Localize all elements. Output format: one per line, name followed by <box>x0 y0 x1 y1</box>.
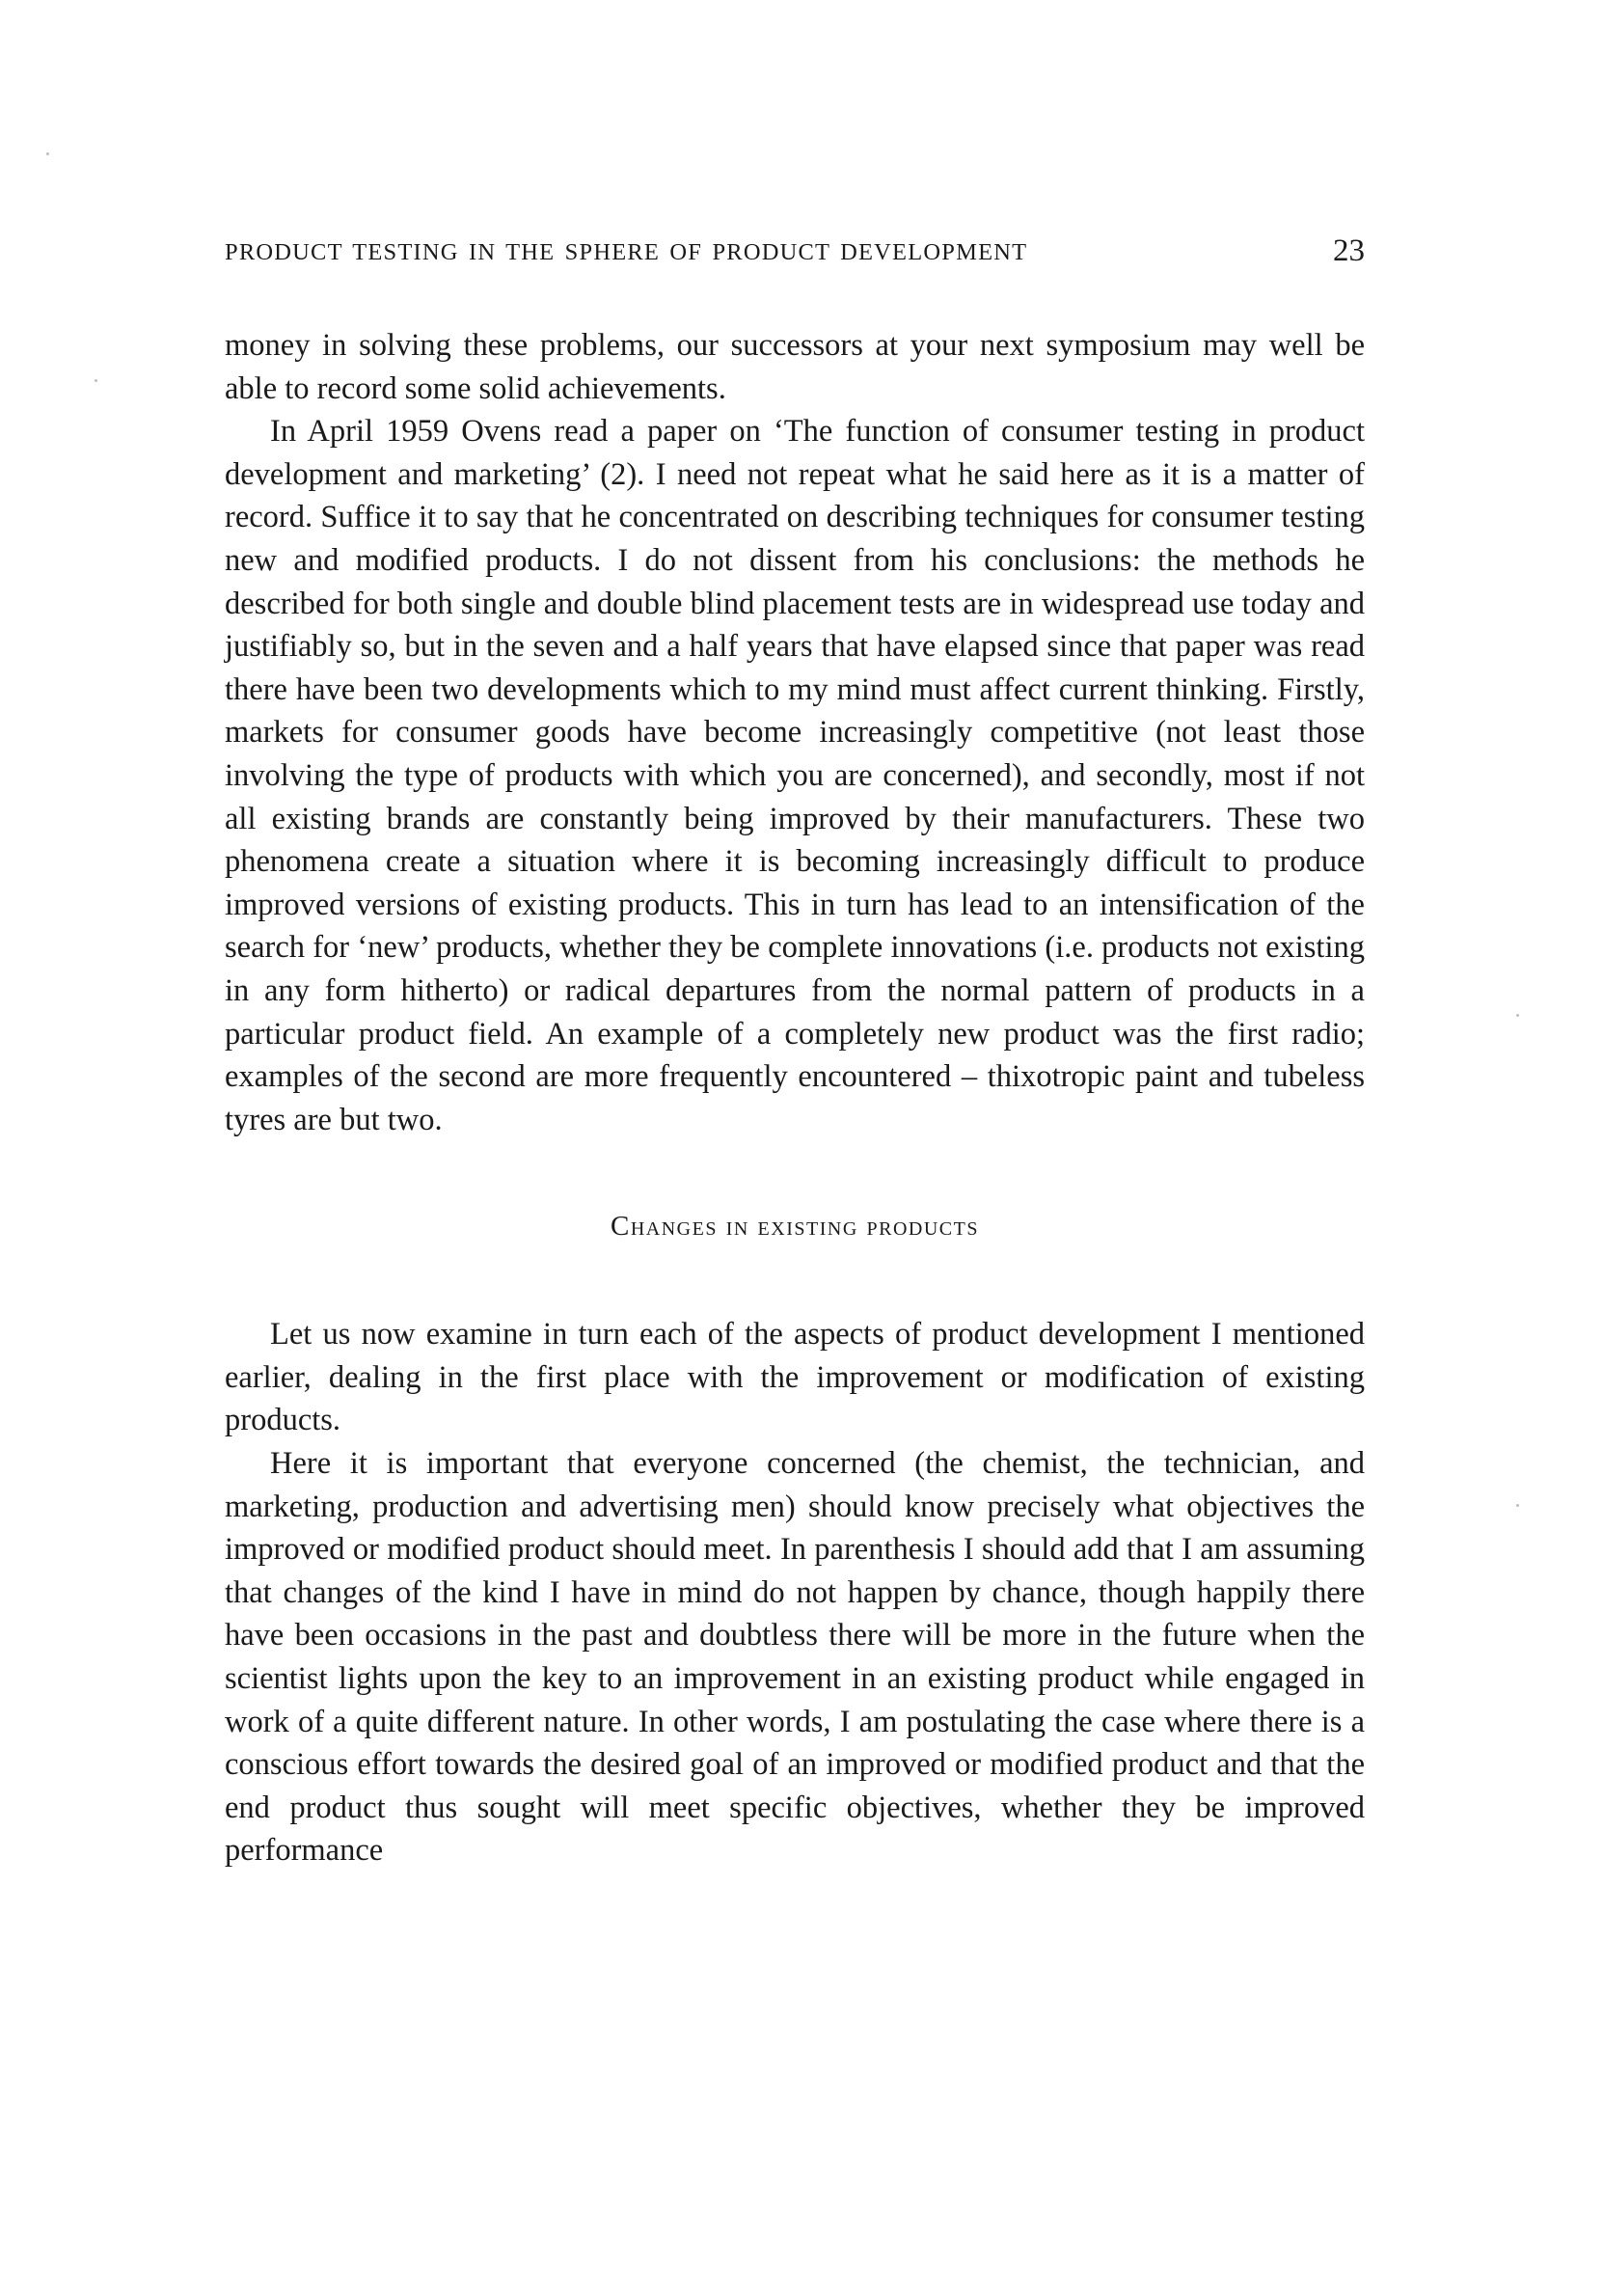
running-header <box>225 233 1365 272</box>
paragraph: In April 1959 Ovens read a paper on ‘The function of consumer testing in product development and marketing’ (2). I need not repeat what he said here as it is a matter of record. Suffice it to say that he concentrated on describing techniques for consumer testing new and modified products. I do not dissent from his conclusions: the methods he described for both single and double blind placement tests are in widespread use today and justifiably so, but in the seven and a half years that have elapsed since that paper was read there have been two developments which to my mind must affect current thinking. Firstly, markets for consumer goods have become increasingly competitive (not least those involving the type of products with which you are concerned), and secondly, most if not all existing brands are constantly being improved by their manufacturers. These two phenomena create a situation where it is becoming increasingly difficult to produce improved versions of existing products. This in turn has lead to an intensification of the search for ‘new’ products, whether they be complete innovations (i.e. products not existing in any form hitherto) or radical departures from the normal pattern of products in a particular product field. An example of a completely new product was the first radio; examples of the second are more frequently encountered – thixotropic paint and tubeless tyres are but two. <box>225 414 1365 1137</box>
scan-speck <box>1516 1014 1519 1017</box>
running-title: PRODUCT TESTING IN THE SPHERE OF PRODUCT DEVELOPMENT <box>225 239 1028 265</box>
paragraph: money in solving these problems, our successors at your next symposium may well be able to record some solid achievements. <box>225 328 1365 406</box>
scan-speck <box>1516 1504 1519 1507</box>
section-changes-in-existing-products <box>225 1313 1365 1872</box>
body-text <box>225 324 1365 1872</box>
paragraph: Here it is important that everyone concerned (the chemist, the technician, and marketing, production and advertising men) should know precisely what objectives the improved or modified product should meet. In parenthesis I should add that I am assuming that changes of the kind I have in mind do not happen by chance, though happily there have been occasions in the past and doubtless there will be more in the future when the scientist lights upon the key to an improvement in an existing product while engaged in work of a quite different nature. In other words, I am postulating the case where there is a conscious effort towards the desired goal of an improved or modified product and that the end product thus sought will meet specific objectives, whether they be improved performance <box>225 1446 1365 1869</box>
page-number: 23 <box>1333 233 1365 268</box>
scan-speck <box>46 152 49 155</box>
section-intro <box>225 324 1365 1141</box>
paragraph: Let us now examine in turn each of the aspects of product development I mentioned earlier, dealing in the first place with the improvement or modification of existing products. <box>225 1317 1365 1438</box>
scan-speck <box>95 379 97 382</box>
section-heading: Changes in existing products <box>611 1211 979 1243</box>
